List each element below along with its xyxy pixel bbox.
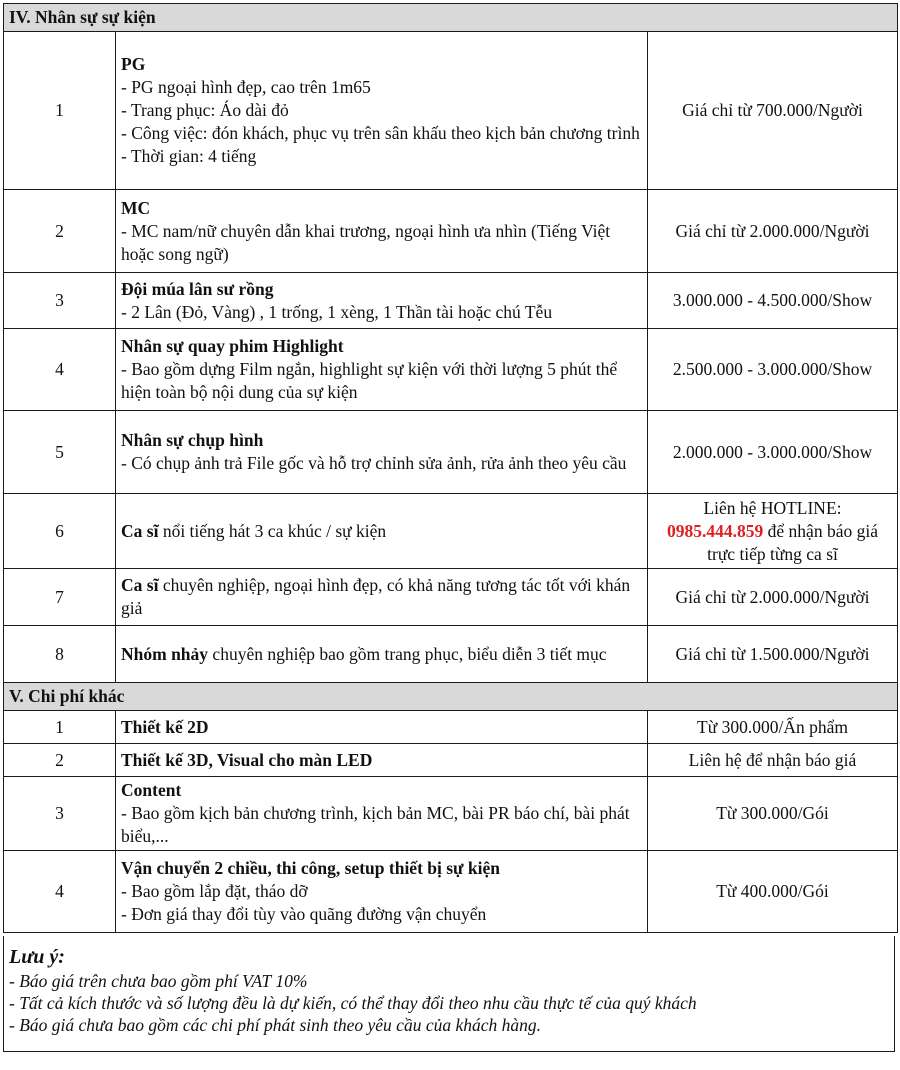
item-detail: chuyên nghiệp bao gồm trang phục, biểu diễn 3 tiết mục: [208, 643, 607, 664]
item-detail: - Có chụp ảnh trả File gốc và hỗ trợ chỉnh sửa ảnh, rửa ảnh theo yêu cầu: [121, 453, 627, 473]
item-title: Thiết kế 3D, Visual cho màn LED: [116, 744, 648, 777]
table-row: [4, 777, 898, 851]
table-row: [4, 273, 898, 329]
table-row: [4, 569, 898, 626]
item-price: 2.500.000 - 3.000.000/Show: [648, 329, 898, 411]
table-row: [4, 494, 898, 569]
item-detail: - Bao gồm dựng Film ngắn, highlight sự kiện với thời lượng 5 phút thể hiện toàn bộ nội dung của sự kiện: [121, 359, 618, 402]
row-number: 1: [4, 711, 116, 744]
item-detail: - PG ngoại hình đẹp, cao trên 1m65: [121, 77, 371, 97]
item-title: Đội múa lân sư rồng: [121, 278, 274, 299]
section-title: IV. Nhân sự sự kiện: [4, 4, 898, 32]
item-detail: - Thời gian: 4 tiếng: [121, 146, 257, 166]
item-detail: - MC nam/nữ chuyên dẫn khai trương, ngoại hình ưa nhìn (Tiếng Việt hoặc song ngữ): [121, 220, 611, 264]
item-title: Content: [121, 780, 182, 800]
item-title: Nhân sự chụp hình: [121, 430, 264, 450]
item-price: 2.000.000 - 3.000.000/Show: [648, 411, 898, 494]
item-description: [116, 273, 648, 329]
item-description: [116, 494, 648, 569]
item-price: Giá chỉ từ 700.000/Người: [648, 32, 898, 190]
item-title: Nhân sự quay phim Highlight: [121, 336, 344, 356]
item-price: Giá chỉ từ 2.000.000/Người: [648, 569, 898, 626]
item-title: Vận chuyển 2 chiều, thi công, setup thiết bị sự kiện: [121, 858, 501, 878]
item-price: Từ 300.000/Ấn phẩm: [648, 711, 898, 744]
table-row: [4, 851, 898, 933]
row-number: 8: [4, 626, 116, 683]
item-description: [116, 32, 648, 190]
item-detail: chuyên nghiệp, ngoại hình đẹp, có khả năng tương tác tốt với khán giả: [121, 575, 631, 618]
item-detail: - Đơn giá thay đổi tùy vào quãng đường vận chuyển: [121, 904, 487, 924]
item-price: Liên hệ để nhận báo giá: [648, 744, 898, 777]
hotline-number[interactable]: 0985.444.859: [667, 520, 764, 541]
row-number: 3: [4, 273, 116, 329]
row-number: 2: [4, 190, 116, 273]
table-row: [4, 411, 898, 494]
price-contact-label: Liên hệ HOTLINE:: [703, 497, 842, 518]
item-price: 3.000.000 - 4.500.000/Show: [648, 273, 898, 329]
row-number: 1: [4, 32, 116, 190]
item-detail: - 2 Lân (Đỏ, Vàng) , 1 trống, 1 xèng, 1 Thần tài hoặc chú Tễu: [121, 301, 553, 322]
item-title: Thiết kế 2D: [116, 711, 648, 744]
price-contact-text: trực tiếp từng ca sĩ: [707, 543, 838, 564]
price-table: [3, 3, 898, 933]
item-detail: - Công việc: đón khách, phục vụ trên sân khấu theo kịch bản chương trình: [121, 123, 640, 143]
row-number: 4: [4, 851, 116, 933]
notes-box: [3, 936, 895, 1052]
item-description: [116, 569, 648, 626]
table-row: [4, 626, 898, 683]
section-header-staff: [4, 4, 898, 32]
item-price: Từ 400.000/Gói: [648, 851, 898, 933]
row-number: 5: [4, 411, 116, 494]
item-description: [116, 851, 648, 933]
item-title: PG: [121, 54, 146, 74]
item-detail: - Bao gồm kịch bản chương trình, kịch bản MC, bài PR báo chí, bài phát biểu,...: [121, 803, 630, 846]
item-price: Từ 300.000/Gói: [648, 777, 898, 851]
table-row: [4, 711, 898, 744]
item-detail: nổi tiếng hát 3 ca khúc / sự kiện: [158, 520, 387, 541]
item-description: [116, 329, 648, 411]
item-title: Ca sĩ: [121, 520, 159, 541]
notes-title: Lưu ý:: [9, 946, 65, 968]
item-price: [648, 494, 898, 569]
item-title: Nhóm nhảy: [121, 643, 209, 664]
row-number: 4: [4, 329, 116, 411]
item-detail: - Bao gồm lắp đặt, tháo dỡ: [121, 881, 308, 901]
note-line: - Tất cả kích thước và số lượng đều là dự kiến, có thể thay đổi theo nhu cầu thực tế của quý khách: [9, 993, 697, 1013]
item-description: [116, 626, 648, 683]
note-line: - Báo giá chưa bao gồm các chi phí phát sinh theo yêu cầu của khách hàng.: [9, 1015, 541, 1035]
item-description: [116, 411, 648, 494]
price-contact-text: để nhận báo giá: [763, 520, 878, 541]
item-title: MC: [121, 197, 151, 218]
item-description: [116, 190, 648, 273]
table-row: [4, 329, 898, 411]
table-row: [4, 190, 898, 273]
row-number: 3: [4, 777, 116, 851]
row-number: 7: [4, 569, 116, 626]
note-line: - Báo giá trên chưa bao gồm phí VAT 10%: [9, 971, 308, 991]
row-number: 6: [4, 494, 116, 569]
row-number: 2: [4, 744, 116, 777]
item-description: [116, 777, 648, 851]
table-row: [4, 32, 898, 190]
item-price: Giá chỉ từ 1.500.000/Người: [648, 626, 898, 683]
section-header-other-costs: [4, 683, 898, 711]
section-title: V. Chi phí khác: [4, 683, 898, 711]
item-price: Giá chỉ từ 2.000.000/Người: [648, 190, 898, 273]
item-detail: - Trang phục: Áo dài đỏ: [121, 100, 289, 120]
item-title: Ca sĩ: [121, 575, 159, 595]
table-row: [4, 744, 898, 777]
